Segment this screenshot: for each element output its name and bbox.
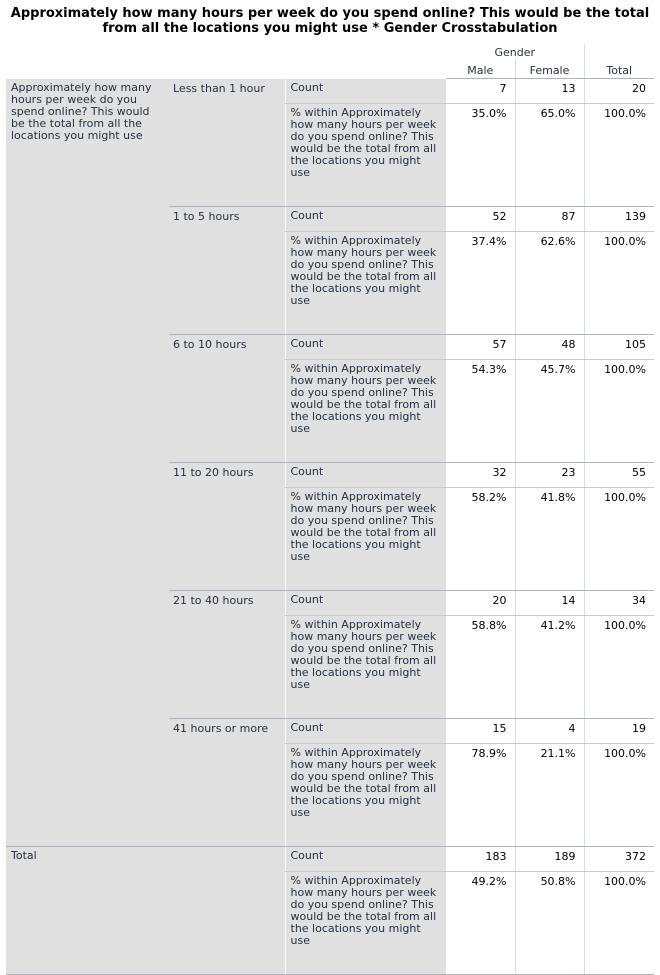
cell-count-male: 52	[446, 206, 515, 231]
header-male: Male	[446, 59, 515, 79]
cell-percent-total: 100.0%	[584, 231, 654, 334]
title-line-2: from all the locations you might use * Gender Crosstabulation	[102, 21, 558, 36]
stat-label-percent: % within Approximately how many hours per week do you spend online? This would be the total from all the locations you might use	[285, 359, 446, 462]
cell-percent-male: 37.4%	[446, 231, 515, 334]
cell-count-male: 20	[446, 590, 515, 615]
cell-count-female: 14	[515, 590, 584, 615]
row-category-label: 41 hours or more	[169, 718, 285, 846]
title-line-1: Approximately how many hours per week do you spend online? This would be the total	[10, 6, 650, 21]
cell-percent-male: 35.0%	[446, 103, 515, 206]
cell-percent-total: 100.0%	[584, 359, 654, 462]
cell-percent-male: 54.3%	[446, 359, 515, 462]
cell-count-total: 19	[584, 718, 654, 743]
header-total: Total	[584, 59, 654, 79]
stat-label-percent: % within Approximately how many hours per week do you spend online? This would be the total from all the locations you might use	[285, 743, 446, 846]
cell-count-female: 4	[515, 718, 584, 743]
cell-count-total: 139	[584, 206, 654, 231]
header-total-spacer	[584, 44, 654, 59]
cell-count-total: 105	[584, 334, 654, 359]
cell-percent-female: 21.1%	[515, 743, 584, 846]
cell-percent-female: 45.7%	[515, 359, 584, 462]
cell-percent-total: 100.0%	[584, 615, 654, 718]
cell-count-female: 13	[515, 79, 584, 104]
cell-count-male: 7	[446, 79, 515, 104]
cell-percent-female: 62.6%	[515, 231, 584, 334]
row-category-label: Less than 1 hour	[169, 79, 285, 207]
stat-label-count: Count	[285, 846, 446, 871]
row-category-label: 6 to 10 hours	[169, 334, 285, 462]
cell-percent-male: 58.2%	[446, 487, 515, 590]
stat-label-percent: % within Approximately how many hours per week do you spend online? This would be the total from all the locations you might use	[285, 615, 446, 718]
stat-label-count: Count	[285, 206, 446, 231]
total-count-total: 372	[584, 846, 654, 871]
table-title	[0, 6, 660, 36]
row-category-label: 11 to 20 hours	[169, 462, 285, 590]
cell-count-female: 87	[515, 206, 584, 231]
cell-count-male: 32	[446, 462, 515, 487]
cell-percent-total: 100.0%	[584, 103, 654, 206]
cell-count-male: 57	[446, 334, 515, 359]
stat-label-percent: % within Approximately how many hours per week do you spend online? This would be the total from all the locations you might use	[285, 103, 446, 206]
total-label: Total	[6, 846, 285, 974]
row-category-label: 21 to 40 hours	[169, 590, 285, 718]
stat-label-count: Count	[285, 79, 446, 104]
cell-percent-total: 100.0%	[584, 743, 654, 846]
total-count-male: 183	[446, 846, 515, 871]
cell-count-total: 34	[584, 590, 654, 615]
stat-label-count: Count	[285, 334, 446, 359]
cell-percent-female: 41.8%	[515, 487, 584, 590]
header-female: Female	[515, 59, 584, 79]
cell-count-total: 55	[584, 462, 654, 487]
total-row-count	[6, 846, 654, 871]
stat-label-percent: % within Approximately how many hours per week do you spend online? This would be the total from all the locations you might use	[285, 231, 446, 334]
stat-label-percent: % within Approximately how many hours per week do you spend online? This would be the total from all the locations you might use	[285, 487, 446, 590]
cell-count-male: 15	[446, 718, 515, 743]
total-percent-female: 50.8%	[515, 871, 584, 974]
crosstab-table	[6, 44, 654, 975]
total-percent-male: 49.2%	[446, 871, 515, 974]
total-percent-total: 100.0%	[584, 871, 654, 974]
header-corner	[6, 44, 446, 79]
cell-percent-total: 100.0%	[584, 487, 654, 590]
row-variable-label: Approximately how many hours per week do you spend online? This would be the total from all the locations you might use	[6, 79, 169, 847]
header-gender: Gender	[494, 46, 536, 59]
cell-percent-female: 41.2%	[515, 615, 584, 718]
total-count-female: 189	[515, 846, 584, 871]
stat-label-count: Count	[285, 590, 446, 615]
row-category-label: 1 to 5 hours	[169, 206, 285, 334]
header-row-group	[6, 44, 654, 59]
cell-count-female: 23	[515, 462, 584, 487]
stat-label-count: Count	[285, 462, 446, 487]
table-row-count	[6, 79, 654, 104]
cell-percent-male: 58.8%	[446, 615, 515, 718]
stat-label-count: Count	[285, 718, 446, 743]
stat-label-percent: % within Approximately how many hours per week do you spend online? This would be the total from all the locations you might use	[285, 871, 446, 974]
cell-count-total: 20	[584, 79, 654, 104]
cell-count-female: 48	[515, 334, 584, 359]
cell-percent-male: 78.9%	[446, 743, 515, 846]
cell-percent-female: 65.0%	[515, 103, 584, 206]
